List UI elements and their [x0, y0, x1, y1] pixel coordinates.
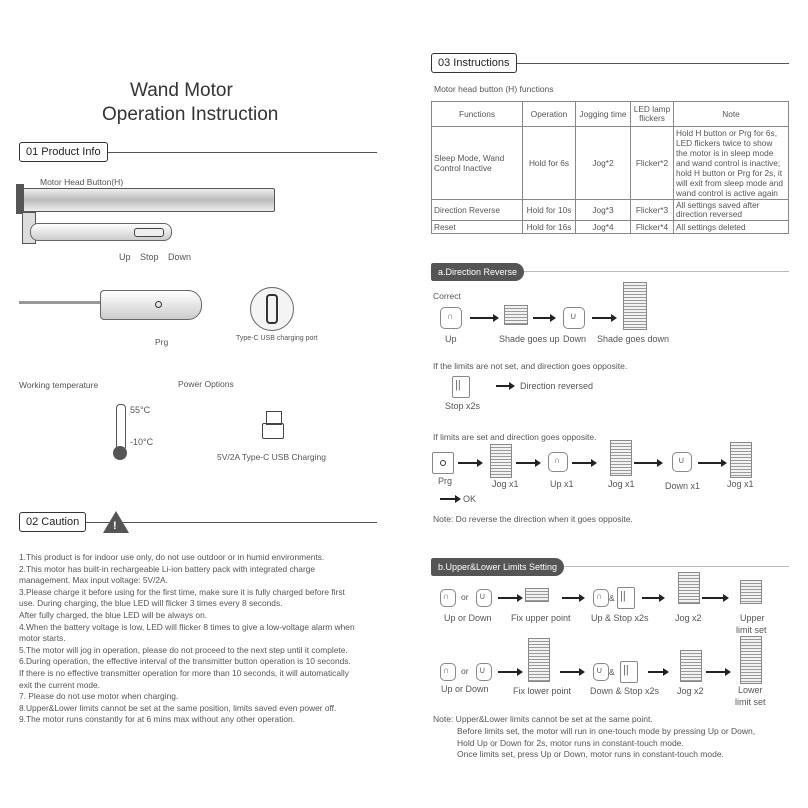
wand-cable — [19, 301, 104, 304]
label-fix-lower: Fix lower point — [513, 686, 572, 696]
stop-glyph: || — [455, 379, 461, 391]
warning-icon-mark: ! — [113, 520, 117, 532]
title-line2: Operation Instruction — [102, 104, 279, 125]
table-row — [432, 221, 789, 234]
label-amp: & — [609, 593, 615, 603]
label-up-or-down: Up or Down — [444, 613, 492, 623]
instructions-heading: 03 Instructions — [431, 53, 517, 73]
label-jog3: Jog x1 — [727, 479, 754, 489]
arrow — [592, 317, 612, 319]
caution-line: After fully charged, the blue LED will be always on. — [19, 609, 208, 620]
arrow — [560, 671, 580, 673]
shade-icon — [490, 444, 512, 478]
arrow — [458, 462, 478, 464]
caution-line: 2.This motor has built-in rechargeable Li-ion battery pack with integrated charge — [19, 563, 316, 574]
label-prg: Prg — [438, 476, 453, 486]
label-shade-down: Shade goes down — [597, 334, 670, 344]
usb-plug-body — [262, 423, 284, 439]
motor-head-label: Motor Head Button(H) — [40, 177, 124, 187]
cell-jog: Jog*2 — [576, 127, 631, 200]
cell-jog: Jog*4 — [576, 221, 631, 234]
shade-up-icon — [504, 305, 528, 325]
label-lower-limit-2: limit set — [735, 697, 766, 707]
label-up: Up — [119, 252, 131, 262]
caution-line: If there is no effective transmitter operation for more than 10 seconds, it will automatically — [19, 667, 349, 678]
label-jog2: Jog x1 — [608, 479, 635, 489]
label-up1: Up x1 — [550, 479, 574, 489]
temp-high: 55°C — [130, 405, 151, 415]
up-glyph: ∩ — [554, 455, 561, 465]
caution-line: 8.Upper&Lower limits cannot be set at the same position, limits saved even power off. — [19, 702, 337, 713]
motor-head-cap — [16, 184, 24, 214]
caution-line: use. During charging, the blue LED will flicker 3 times every 8 seconds. — [19, 598, 283, 609]
prg-button-icon — [155, 301, 162, 308]
cell-led: Flicker*3 — [631, 200, 674, 221]
label-amp: & — [609, 667, 615, 677]
direction-reversed-label: Direction reversed — [520, 381, 594, 391]
label-shade-up: Shade goes up — [499, 334, 560, 344]
direction-reverse-heading: a.Direction Reverse — [431, 263, 524, 281]
caution-line: 4.When the battery voltage is low, LED will flicker 8 times to give a low-voltage alarm when — [19, 621, 355, 632]
caution-heading: 02 Caution — [19, 512, 86, 532]
down-glyph: ∪ — [596, 665, 603, 675]
label-down: Down — [563, 334, 587, 344]
header-cell: Jogging time — [576, 102, 631, 127]
thermometer-icon — [116, 404, 126, 451]
arrow — [698, 462, 722, 464]
cell-led: Flicker*2 — [631, 127, 674, 200]
direction-note: Note: Do reverse the direction when it goes opposite. — [433, 514, 633, 524]
limits-note-3: Hold Up or Down for 2s, motor runs in constant-touch mode. — [457, 738, 684, 748]
arrow — [498, 671, 518, 673]
cell-operation: Hold for 16s — [523, 221, 576, 234]
label-upper-limit-1: Upper — [740, 613, 765, 623]
label-up: Up — [445, 334, 457, 344]
title-line1: Wand Motor — [130, 80, 233, 101]
arrow — [498, 597, 518, 599]
shade-icon — [740, 580, 762, 604]
caution-line: management. Max input voltage: 5V/2A. — [19, 575, 168, 586]
header-cell: Operation — [523, 102, 576, 127]
arrow — [702, 597, 724, 599]
limits-note-1: Note: Upper&Lower limits cannot be set at the same point. — [433, 714, 653, 724]
cell-note: All settings saved after direction reversed — [674, 200, 789, 221]
cell-note: Hold H button or Prg for 6s, LED flickers twice to show the motor is in sleep mode and wand control is inactive; hold H button or Prg for 2s, it will exit from sleep mode and wand control is active again — [674, 127, 789, 200]
stop-glyph: || — [623, 664, 629, 676]
set-text: If limits are set and direction goes opposite. — [433, 432, 597, 442]
limits-note-4: Once limits set, press Up or Down, motor runs in constant-touch mode. — [457, 749, 724, 759]
shade-icon — [525, 588, 549, 602]
motor-tube-illustration — [18, 188, 275, 212]
header-cell: Note — [674, 102, 789, 127]
charging-label: 5V/2A Type-C USB Charging — [217, 452, 326, 462]
down-glyph: ∪ — [570, 311, 577, 321]
arrow — [533, 317, 551, 319]
shade-down-icon — [623, 282, 647, 330]
temp-low: -10°C — [130, 437, 154, 447]
instructions-subheading: Motor head button (H) functions — [434, 84, 554, 94]
label-upper-limit-2: limit set — [736, 625, 767, 635]
shade-icon — [610, 440, 632, 476]
label-down: Down — [168, 252, 192, 262]
label-jog1: Jog x1 — [492, 479, 519, 489]
header-cell: LED lamp flickers — [631, 102, 674, 127]
arrow — [440, 498, 456, 500]
label-jog-x2-b: Jog x2 — [677, 686, 704, 696]
shade-icon — [680, 650, 702, 682]
caution-line: motor starts. — [19, 633, 66, 644]
caution-line: 7. Please do not use motor when charging. — [19, 691, 179, 702]
table-header-row — [432, 102, 789, 127]
label-down1: Down x1 — [665, 481, 701, 491]
caution-line: 9.The motor runs constantly for at 6 mins max without any other operation. — [19, 714, 296, 725]
not-set-text: If the limits are not set, and direction goes opposite. — [433, 361, 628, 371]
label-or: or — [461, 592, 469, 602]
label-prg: Prg — [155, 337, 169, 347]
limits-heading: b.Upper&Lower Limits Setting — [431, 558, 564, 576]
caution-line: 3.Please charge it before using for the first time, make sure it is fully charged before first — [19, 586, 345, 597]
caution-line: 1.This product is for indoor use only, do not use outdoor or in humid environments. — [19, 552, 325, 562]
label-down-stop: Down & Stop x2s — [590, 686, 660, 696]
shade-icon — [740, 636, 762, 684]
caution-list — [19, 552, 389, 726]
power-options-label: Power Options — [178, 379, 234, 389]
header-cell: Functions — [432, 102, 523, 127]
functions-table — [431, 101, 789, 234]
cell-function: Reset — [432, 221, 523, 234]
arrow — [648, 671, 664, 673]
caution-line: exit the current mode. — [19, 679, 100, 690]
arrow — [642, 597, 660, 599]
label-stop: Stop — [140, 252, 159, 262]
usb-port-slot — [266, 294, 278, 324]
cell-note: All settings deleted — [674, 221, 789, 234]
arrow — [634, 462, 658, 464]
arrow — [470, 317, 494, 319]
label-fix-upper: Fix upper point — [511, 613, 571, 623]
table-row — [432, 200, 789, 221]
shade-icon — [678, 572, 700, 604]
label-lower-limit-1: Lower — [738, 685, 763, 695]
cell-jog: Jog*3 — [576, 200, 631, 221]
product-info-heading: 01 Product Info — [19, 142, 108, 162]
down-glyph: ∪ — [479, 665, 486, 675]
correct-label: Correct — [433, 291, 461, 301]
stop-x2s-label: Stop x2s — [445, 401, 481, 411]
down-glyph: ∪ — [678, 455, 685, 465]
shade-icon — [528, 638, 550, 682]
cell-operation: Hold for 10s — [523, 200, 576, 221]
wand-buttons — [134, 228, 164, 237]
prg-dot — [440, 460, 446, 466]
limits-note-2: Before limits set, the motor will run in one-touch mode by pressing Up or Down, — [457, 726, 756, 736]
down-glyph: ∪ — [479, 591, 486, 601]
up-glyph: ∩ — [443, 665, 450, 675]
thermometer-bulb — [113, 446, 127, 460]
working-temp-label: Working temperature — [19, 380, 99, 390]
shade-icon — [730, 442, 752, 478]
label-up-or-down-2: Up or Down — [441, 684, 489, 694]
table-row — [432, 127, 789, 200]
cell-function: Direction Reverse — [432, 200, 523, 221]
label-or: or — [461, 666, 469, 676]
cell-led: Flicker*4 — [631, 221, 674, 234]
arrow — [562, 597, 580, 599]
caution-line: 5.The motor will jog in operation, please do not proceed to the next step until it complete. — [19, 644, 348, 655]
arrow — [706, 671, 726, 673]
arrow — [572, 462, 592, 464]
label-up-stop: Up & Stop x2s — [591, 613, 649, 623]
cell-function: Sleep Mode, Wand Control Inactive — [432, 127, 523, 200]
stop-glyph: || — [620, 590, 626, 602]
arrow — [516, 462, 536, 464]
arrow — [496, 385, 510, 387]
up-glyph: ∩ — [443, 591, 450, 601]
up-glyph: ∩ — [447, 311, 454, 321]
up-glyph: ∩ — [596, 591, 603, 601]
cell-operation: Hold for 6s — [523, 127, 576, 200]
wand-handle-illustration — [100, 290, 202, 320]
label-usb-port: Type-C USB charging port — [236, 335, 318, 342]
label-ok: OK — [463, 494, 477, 504]
label-jog-x2: Jog x2 — [675, 613, 702, 623]
caution-line: 6.During operation, the effective interval of the transmitter button operation is 10 seconds. — [19, 656, 351, 667]
